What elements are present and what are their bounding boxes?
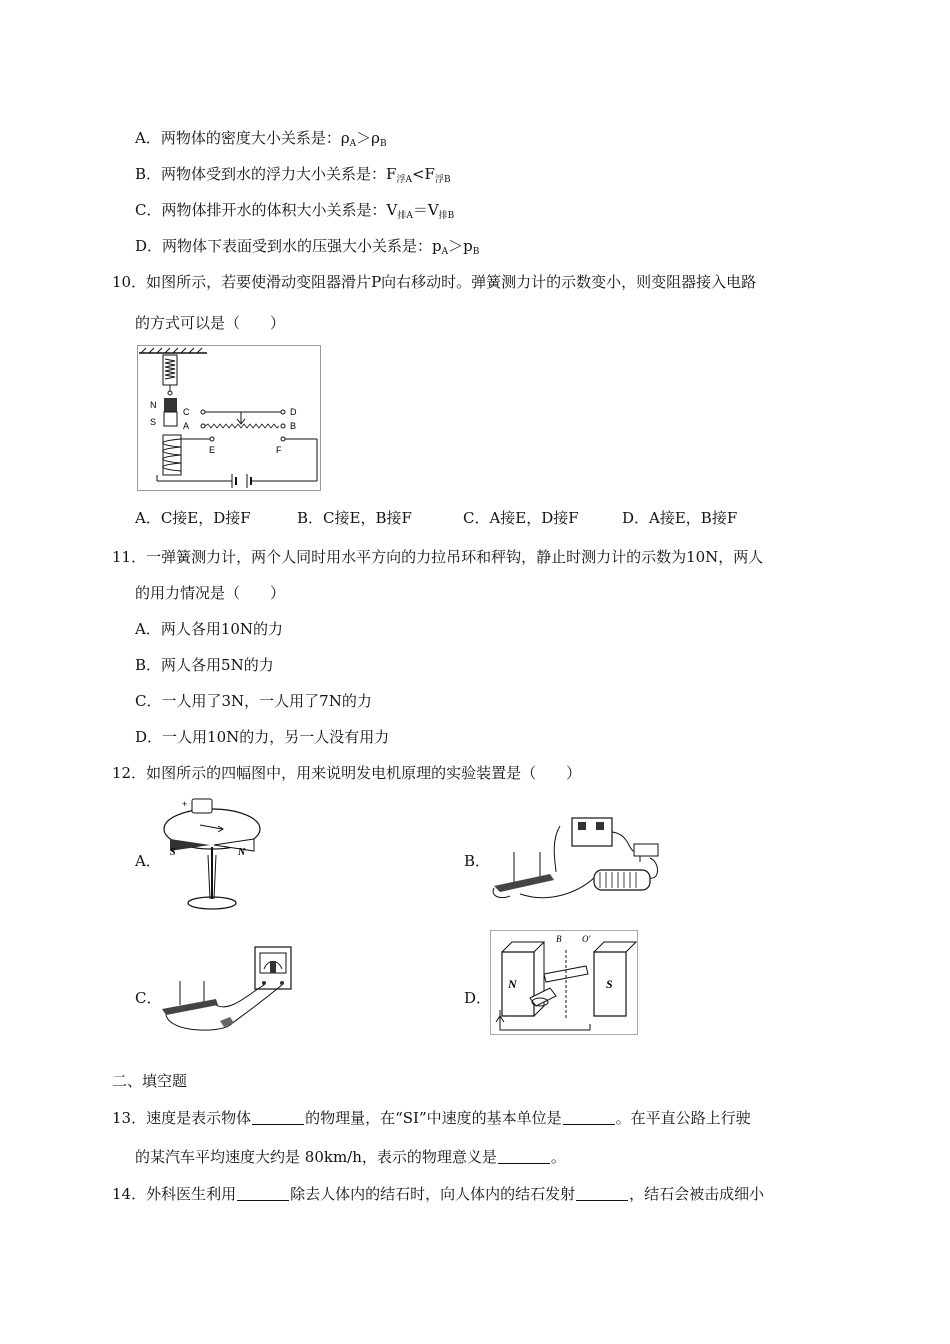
q12-a-label-s: S	[170, 847, 176, 858]
q12-label-d: D．	[464, 989, 492, 1007]
q9-option-c: C．两物体排开水的体积大小关系是：$V_{排A}=V_{排B}$	[135, 201, 455, 221]
q12-d-label-b: B	[556, 934, 562, 944]
q12-figure-a	[160, 795, 270, 913]
q12-d-label-o: O′	[582, 934, 591, 944]
q10-choice-c: C．A接E，D接F	[463, 509, 579, 527]
q12-figure-c	[160, 943, 295, 1035]
q12-figure-b	[490, 812, 665, 912]
q10-label-e: E	[209, 445, 216, 455]
q11-option-d: D．一人用10N的力，另一人没有用力	[135, 728, 390, 746]
q10-circuit-figure	[137, 345, 321, 491]
q10-label-n: N	[150, 400, 157, 410]
q10-choice-d: D．A接E，B接F	[622, 509, 738, 527]
q11-option-b: B．两人各用5N的力	[135, 656, 274, 674]
q13-line2: 的某汽车平均速度大约是 80km/h，表示的物理意义是 。	[135, 1148, 566, 1166]
svg-text:+: +	[182, 799, 188, 809]
section-fill-in-heading: 二、填空题	[112, 1072, 188, 1090]
q11-stem-line1: 11．一弹簧测力计，两个人同时用水平方向的力拉吊环和秤钩，静止时测力计的示数为10N，两人	[112, 548, 764, 566]
q12-figure-d	[490, 930, 638, 1035]
q12-d-label-n: N	[508, 977, 517, 991]
q10-stem-line2: 的方式可以是（ ）	[135, 314, 286, 332]
q12-label-b: B．	[464, 852, 491, 870]
q10-choice-a: A．C接E，D接F	[135, 509, 251, 527]
q9-option-d: D．两物体下表面受到水的压强大小关系是：$p_A>p_B$	[135, 237, 480, 257]
q9-option-a: A．两物体的密度大小关系是：$\rho_A>\rho_B$	[135, 129, 387, 149]
q10-choice-b: B．C接E，B接F	[297, 509, 412, 527]
q14-line1: 14．外科医生利用 除去人体内的结石时，向人体内的结石发射 ，结石会被击成细小	[112, 1185, 765, 1203]
q10-label-a: A	[183, 421, 190, 431]
q14-blank-1[interactable]	[237, 1186, 289, 1201]
q10-label-d: D	[290, 407, 297, 417]
q12-stem: 12．如图所示的四幅图中，用来说明发电机原理的实验装置是（ ）	[112, 764, 582, 782]
q13-blank-3[interactable]	[498, 1149, 550, 1164]
q9-option-b: B．两物体受到水的浮力大小关系是：$F_{浮A}<F_{浮B}$	[135, 165, 451, 185]
q13-blank-1[interactable]	[252, 1110, 304, 1125]
q13-line1: 13．速度是表示物体 的物理量，在“SI”中速度的基本单位是 。在平直公路上行驶	[112, 1109, 751, 1127]
q11-stem-line2: 的用力情况是（ ）	[135, 584, 286, 602]
q10-label-s: S	[150, 417, 157, 427]
q10-label-f: F	[276, 445, 282, 455]
q10-stem-line1: 10．如图所示，若要使滑动变阻器滑片P向右移动时。弹簧测力计的示数变小，则变阻器接入电路	[112, 273, 757, 291]
q10-label-b: B	[290, 421, 297, 431]
q11-option-c: C．一人用了3N，一人用了7N的力	[135, 692, 372, 710]
q13-blank-2[interactable]	[563, 1110, 615, 1125]
q14-blank-2[interactable]	[576, 1186, 628, 1201]
q12-label-a: A．	[135, 852, 161, 870]
q12-d-label-s: S	[606, 977, 613, 991]
q12-a-label-n: N	[238, 847, 246, 858]
q10-label-c: C	[183, 407, 190, 417]
q11-option-a: A．两人各用10N的力	[135, 620, 284, 638]
q12-label-c: C．	[135, 989, 162, 1007]
